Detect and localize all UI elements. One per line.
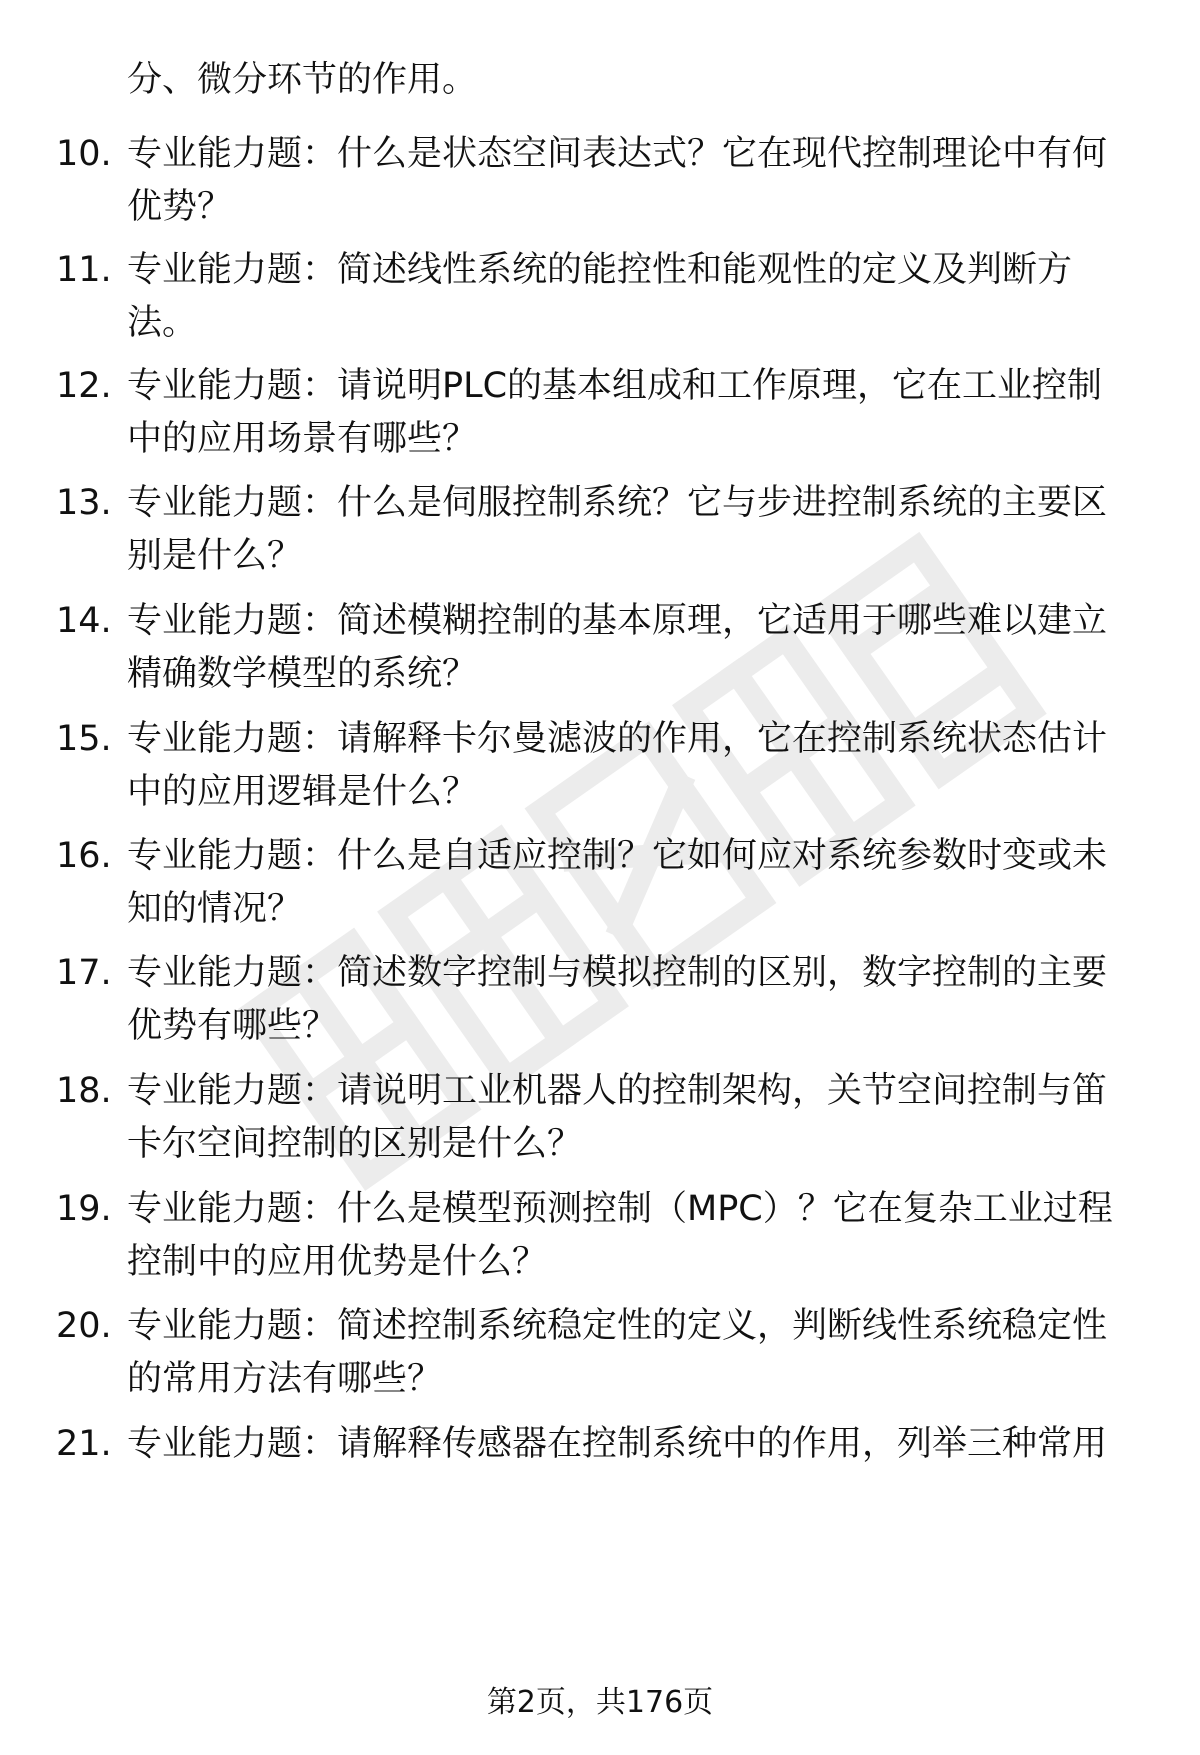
- item-text-line1: 专业能力题：什么是伺服控制系统？它与步进控制系统的主要区: [127, 483, 1108, 523]
- item-number: 13.: [56, 483, 112, 523]
- item-text-line2: 卡尔空间控制的区别是什么？: [127, 1124, 583, 1164]
- item-text-line1: 专业能力题：简述线性系统的能控性和能观性的定义及判断方: [127, 250, 1073, 290]
- item-text-line2: 优势有哪些？: [127, 1006, 338, 1046]
- item-text-line1: 专业能力题：请说明PLC的基本组成和工作原理，它在工业控制: [127, 366, 1103, 406]
- item-text-line2: 控制中的应用优势是什么？: [127, 1242, 548, 1282]
- item-text-line2: 中的应用场景有哪些？: [127, 419, 478, 459]
- item-text-line1: 专业能力题：请解释卡尔曼滤波的作用，它在控制系统状态估计: [127, 719, 1108, 759]
- item-text-line1: 专业能力题：简述数字控制与模拟控制的区别，数字控制的主要: [127, 953, 1108, 993]
- item-number: 20.: [56, 1306, 112, 1346]
- item-text-line2: 的常用方法有哪些？: [127, 1359, 443, 1399]
- item-number: 14.: [56, 601, 112, 641]
- item-text-line2: 别是什么？: [127, 536, 303, 576]
- item-text-line1: 专业能力题：简述模糊控制的基本原理，它适用于哪些难以建立: [127, 601, 1108, 641]
- item-text-line1: 专业能力题：什么是模型预测控制（MPC）？它在复杂工业过程: [127, 1189, 1113, 1229]
- item-number: 18.: [56, 1071, 112, 1111]
- item-text-line2: 法。: [127, 303, 198, 343]
- item-number: 12.: [56, 366, 112, 406]
- page-footer: 第2页，共176页: [486, 1685, 714, 1720]
- item-text-line1: 专业能力题：什么是状态空间表达式？它在现代控制理论中有何: [127, 134, 1108, 174]
- item-text-line2: 知的情况？: [127, 889, 303, 929]
- item-number: 11.: [56, 250, 112, 290]
- item-number: 10.: [56, 134, 112, 174]
- item-number: 21.: [56, 1424, 112, 1464]
- item-text-line2: 精确数学模型的系统？: [127, 654, 478, 694]
- continuation-line: 分、微分环节的作用。: [127, 60, 478, 100]
- item-number: 17.: [56, 953, 112, 993]
- item-number: 19.: [56, 1189, 112, 1229]
- item-text-line1: 专业能力题：简述控制系统稳定性的定义，判断线性系统稳定性: [127, 1306, 1108, 1346]
- item-text-line2: 优势？: [127, 187, 233, 227]
- item-text-line1: 专业能力题：什么是自适应控制？它如何应对系统参数时变或未: [127, 836, 1108, 876]
- item-text-line1: 专业能力题：请说明工业机器人的控制架构，关节空间控制与笛: [127, 1071, 1108, 1111]
- item-text-line2: 中的应用逻辑是什么？: [127, 772, 478, 812]
- item-text-line1: 专业能力题：请解释传感器在控制系统中的作用，列举三种常用: [127, 1424, 1108, 1464]
- item-number: 15.: [56, 719, 112, 759]
- item-number: 16.: [56, 836, 112, 876]
